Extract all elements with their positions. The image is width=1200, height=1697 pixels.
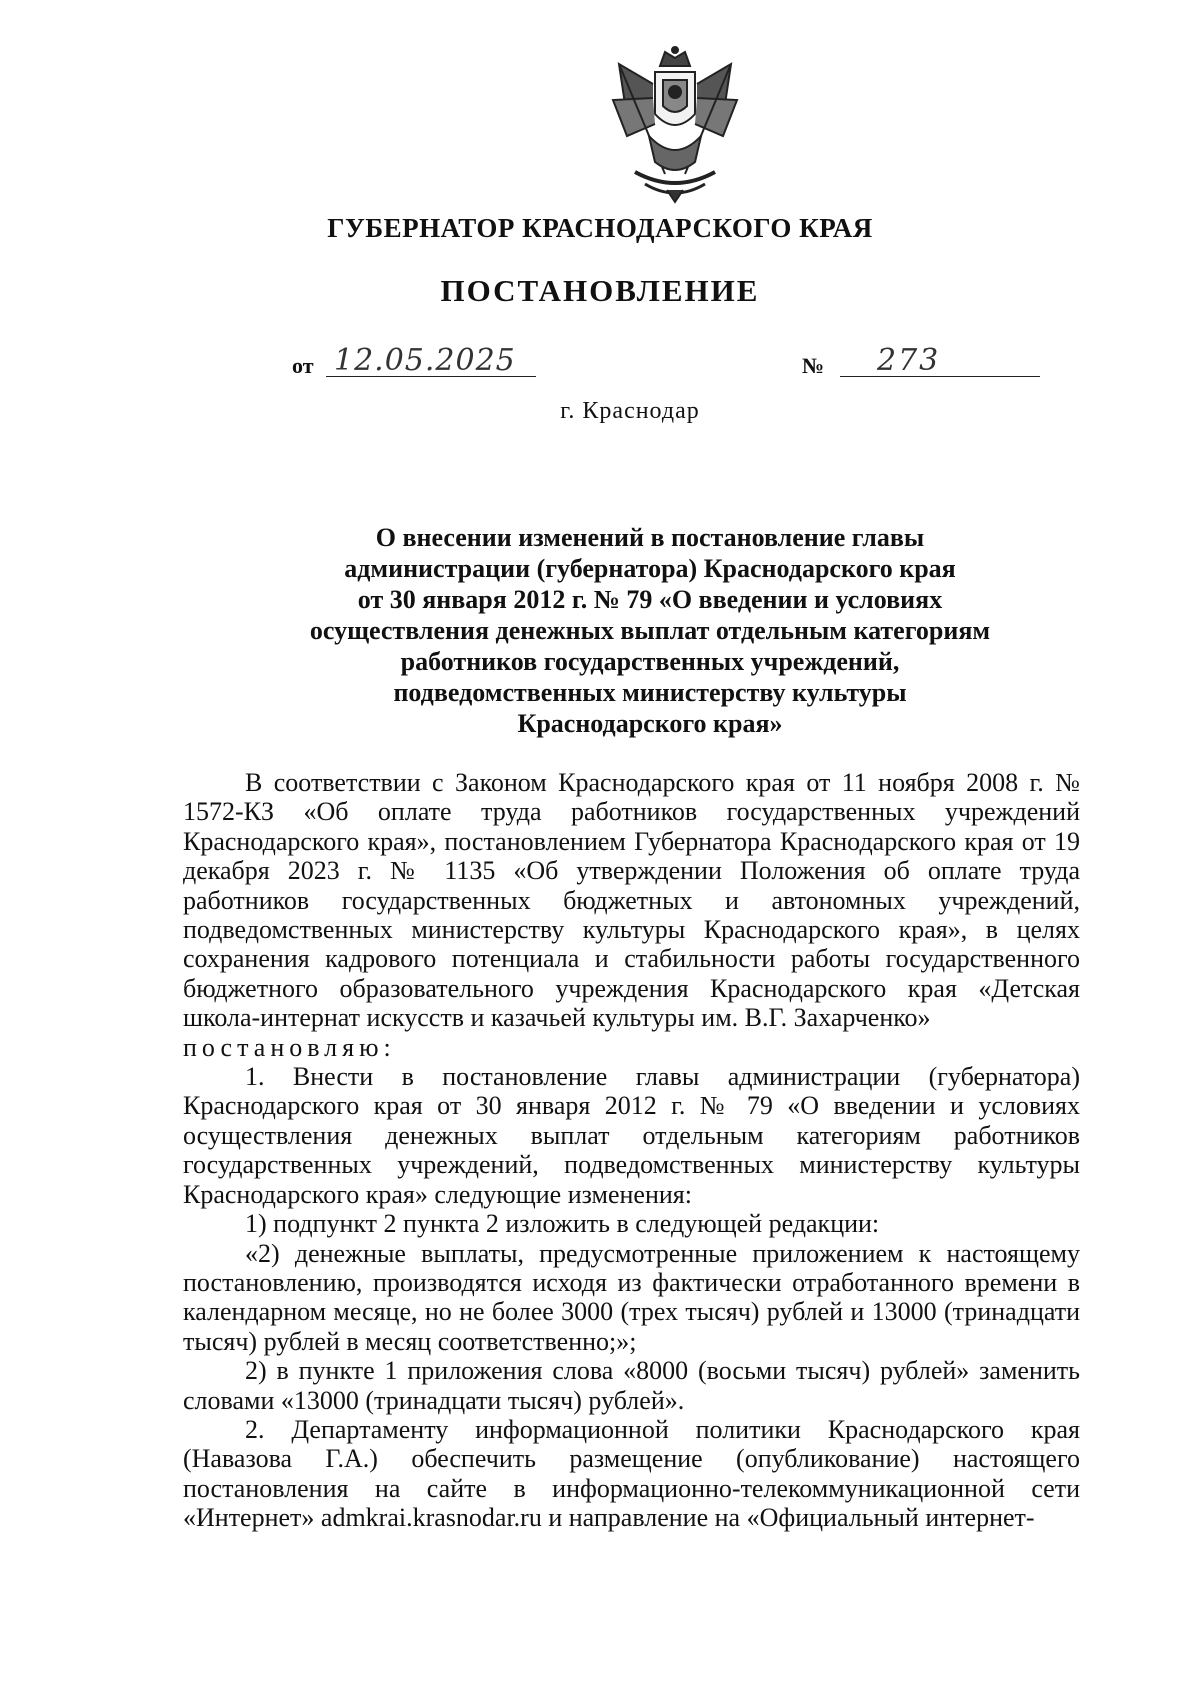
city-label: г. Краснодар — [560, 398, 700, 424]
coat-of-arms-icon — [605, 44, 745, 204]
document-title — [230, 522, 1070, 739]
document-body — [183, 768, 1080, 1533]
preamble-paragraph: В соответствии с Законом Краснодарского края от 11 ноября 2008 г. № 1572-КЗ «Об оплате труда работников государственных учреждений Краснодарского края», постановлением Губернатора Краснодарского края от 19 декабря 2023 г. № 1135 «Об утверждении Положения об оплате труда работников государственных бюджетных и автономных учреждений, подведомственных министерству культуры Краснодарского края», в целях сохранения кадрового потенциала и стабильности работы государственного бюджетного образовательного учреждения Краснодарского края «Детская школа-интернат искусств и казачьей культуры им. В.Г. Захарченко» — [183, 768, 1080, 1033]
item-1-paragraph: 1. Внести в постановление главы администрации (губернатора) Краснодарского края от 30 января 2012 г. № 79 «О введении и условиях осуществления денежных выплат отдельным категориям работников государственных учреждений, подведомственных министерству культуры Краснодарского края» следующие изменения: — [183, 1062, 1080, 1209]
date-number-row — [292, 345, 1052, 385]
date-prefix: от — [292, 353, 314, 378]
organization-heading: ГУБЕРНАТОР КРАСНОДАРСКОГО КРАЯ — [327, 213, 873, 243]
number-value: 273 — [877, 343, 941, 378]
item-1-subitem-1: 1) подпункт 2 пункта 2 изложить в следующей редакции: — [245, 1209, 880, 1239]
item-2-paragraph: 2. Департаменту информационной политики Краснодарского края (Навазова Г.А.) обеспечить размещение (опубликование) настоящего постановления на сайте в информационно-телекоммуникационной сети «Интернет» admkrai.krasnodar.ru и направление на «Официальный интернет- — [183, 1414, 1080, 1533]
item-1-subitem-1-text: «2) денежные выплаты, предусмотренные приложением к настоящему постановлению, производятся исходя из фактически отработанного времени в календарном месяце, но не более 3000 (трех тысяч) рублей и 13000 (тринадцати тысяч) рублей в месяц соответственно;»; — [183, 1238, 1080, 1356]
title-line: администрации (губернатора) Краснодарского края — [344, 554, 956, 583]
title-line: Краснодарского края» — [517, 709, 783, 738]
document-type-heading: ПОСТАНОВЛЕНИЕ — [440, 273, 760, 308]
title-line: О внесении изменений в постановление главы — [375, 523, 925, 552]
title-line: от 30 января 2012 г. № 79 «О введении и условиях — [357, 585, 943, 614]
item-1-subitem-2: 2) в пункте 1 приложения слова «8000 (восьми тысяч) рублей» заменить словами «13000 (тринадцати тысяч) рублей». — [183, 1356, 1080, 1415]
title-line: осуществления денежных выплат отдельным категориям — [309, 616, 991, 645]
title-line: работников государственных учреждений, — [400, 647, 900, 676]
date-value: 12.05.2025 — [334, 343, 516, 378]
decree-word: постановляю: — [183, 1032, 396, 1062]
number-prefix: № — [802, 353, 825, 378]
title-line: подведомственных министерству культуры — [393, 678, 907, 707]
